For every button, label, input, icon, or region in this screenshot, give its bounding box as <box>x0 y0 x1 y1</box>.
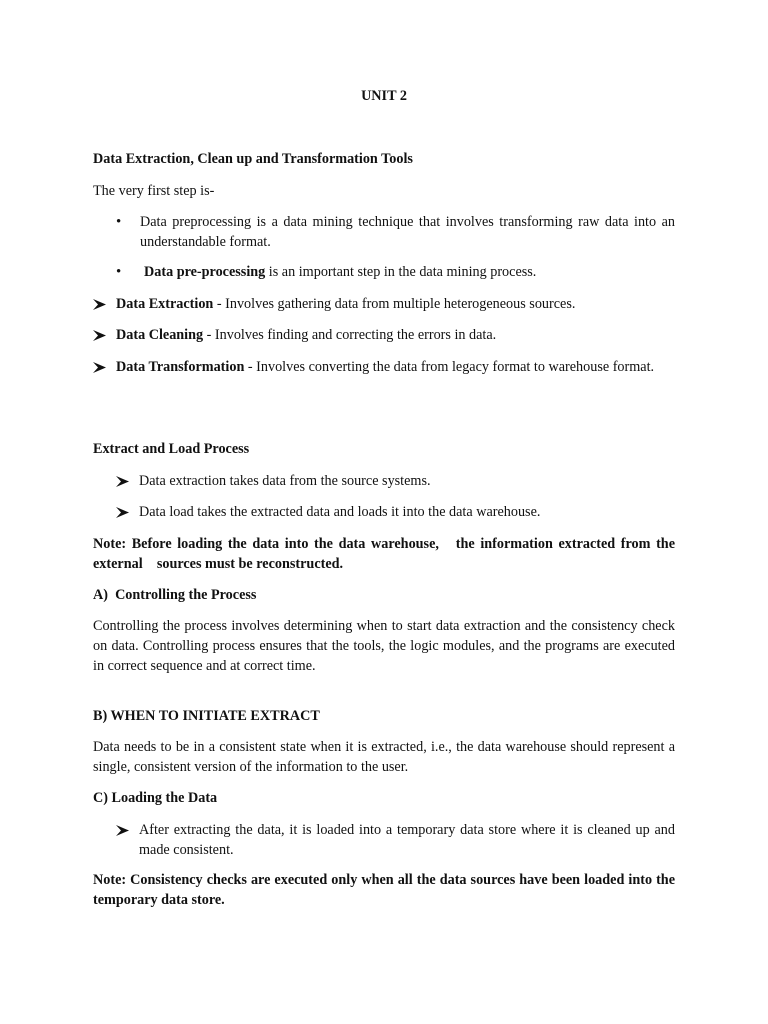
section-heading-tools: Data Extraction, Clean up and Transformation Tools <box>93 151 413 167</box>
intro-text: The very first step is- <box>93 183 215 199</box>
list-item <box>93 325 675 345</box>
bullet-text: Data preprocessing is a data mining technique that involves transforming raw data into an understandable format. <box>140 214 675 250</box>
term: Data Transformation <box>116 359 245 375</box>
arrow-bullet-icon <box>116 502 139 522</box>
list-item <box>93 294 675 314</box>
list-item <box>116 262 675 282</box>
note-consistency: Note: Consistency checks are executed only when all the data sources have been loaded into the temporary data store. <box>93 872 675 908</box>
term-desc: - Involves finding and correcting the errors in data. <box>203 327 497 343</box>
bullet-text <box>140 262 675 282</box>
list-item <box>93 357 675 377</box>
section-heading-loading: C) Loading the Data <box>93 790 218 806</box>
note-reconstruct: Note: Before loading the data into the data warehouse, the information extracted from the external sources must be reconstructed. <box>93 536 679 572</box>
arrow-bullet-icon <box>93 294 116 314</box>
list-item <box>116 820 675 860</box>
bullet-term: Data pre-processing <box>144 264 266 280</box>
section-heading-controlling: A) Controlling the Process <box>93 587 257 603</box>
list-item <box>116 502 675 522</box>
arrow-bullet-icon <box>93 325 116 345</box>
page-title: UNIT 2 <box>361 88 407 104</box>
bullet-icon: • <box>116 214 122 230</box>
term: Data Extraction <box>116 296 214 312</box>
list-item <box>116 471 675 491</box>
paragraph-initiate: Data needs to be in a consistent state when it is extracted, i.e., the data warehouse should represent a single, consistent version of the information to the user. <box>93 739 675 775</box>
bullet-icon: • <box>116 264 122 280</box>
section-heading-initiate: B) WHEN TO INITIATE EXTRACT <box>93 708 320 724</box>
paragraph-controlling: Controlling the process involves determining when to start data extraction and the consistency check on data. Controlling process ensures that the tools, the logic modules, and the programs are executed in correct sequence and at correct time. <box>93 618 675 674</box>
arrow-bullet-icon <box>116 820 139 860</box>
list-item <box>116 212 675 252</box>
arrow-bullet-icon <box>93 357 116 377</box>
term: Data Cleaning <box>116 327 204 343</box>
term-desc: - Involves gathering data from multiple heterogeneous sources. <box>213 296 576 312</box>
list-item-text: Data load takes the extracted data and loads it into the data warehouse. <box>139 504 541 520</box>
arrow-bullet-icon <box>116 471 139 491</box>
list-item-text: Data extraction takes data from the source systems. <box>139 473 431 489</box>
term-desc: - Involves converting the data from legacy format to warehouse format. <box>244 359 655 375</box>
section-heading-extract-load: Extract and Load Process <box>93 441 250 457</box>
list-item-text: After extracting the data, it is loaded into a temporary data store where it is cleaned up and made consistent. <box>139 822 675 858</box>
bullet-desc: is an important step in the data mining process. <box>265 264 537 280</box>
